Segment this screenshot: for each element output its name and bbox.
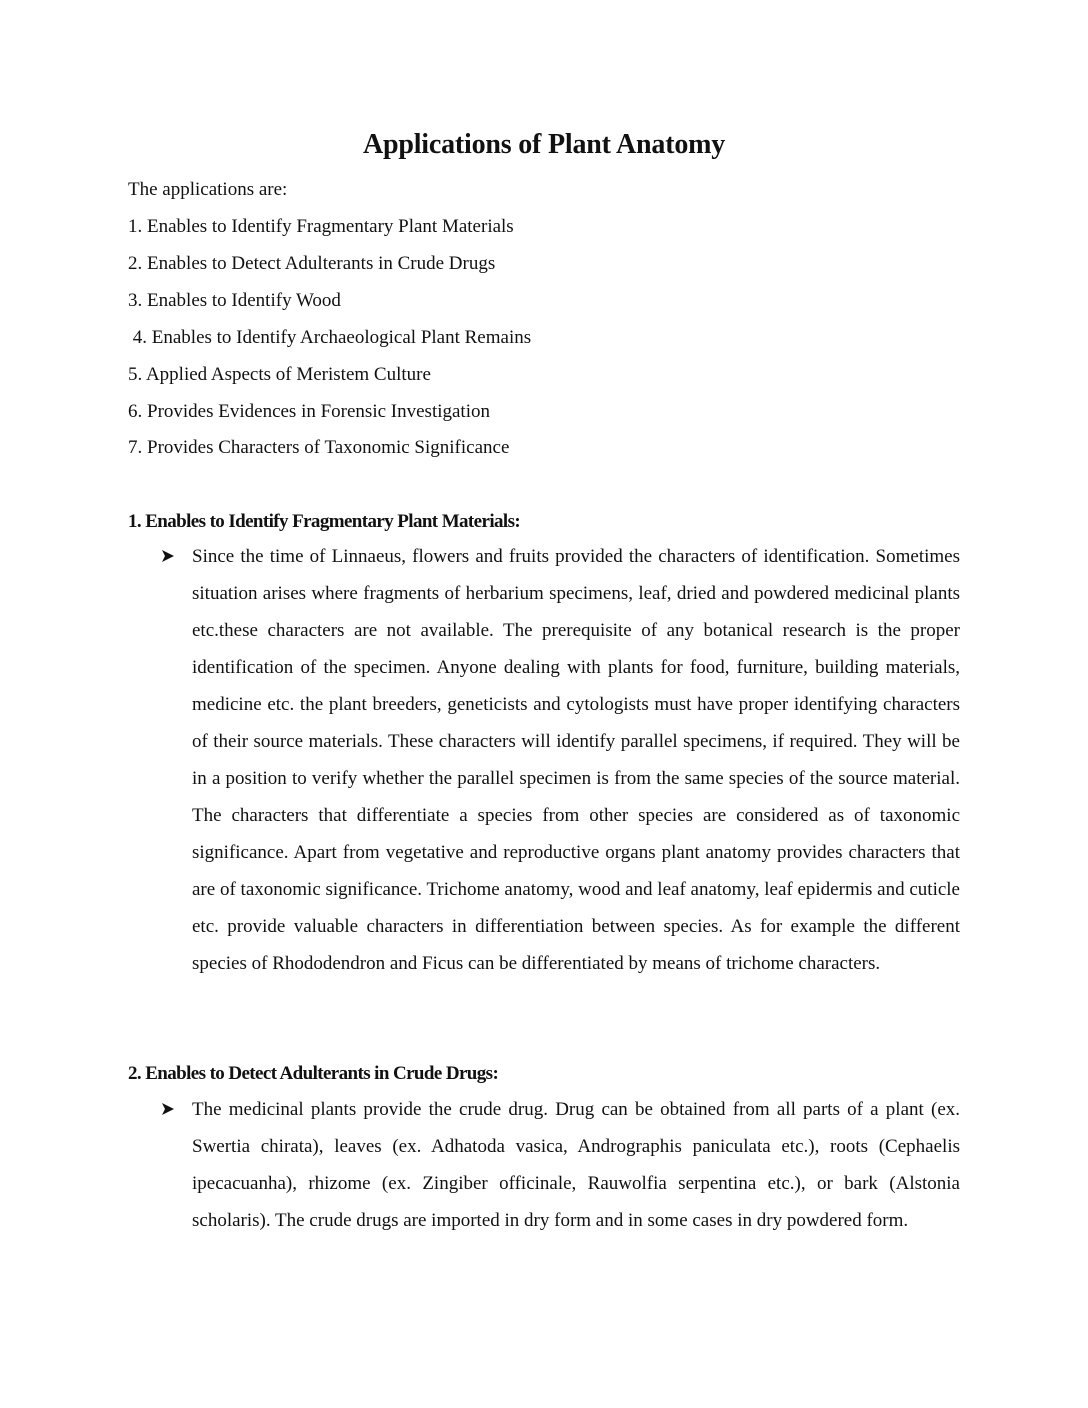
section-1-body: Since the time of Linnaeus, flowers and fruits provided the characters of identification. Sometimes situation arises where fragments of herbarium specimens, leaf, dried and powdered medicinal plants etc.these characters are not available. The prerequisite of any botanical research is the proper identification of the specimen. Anyone dealing with plants for food, furniture, building materials, medicine etc. the plant breeders, geneticists and cytologists must have proper identifying characters of their source materials. These characters will identify parallel specimens, if required. They will be in a position to verify whether the parallel specimen is from the same species of the source material. The characters that differentiate a species from other species are considered as of taxonomic significance. Apart from vegetative and reproductive organs plant anatomy provides characters that are of taxonomic significance. Trichome anatomy, wood and leaf anatomy, leaf epidermis and cuticle etc. provide valuable characters in differentiation between species. As for example the different species of Rhododendron and Ficus can be differentiated by means of trichome characters. <box>192 546 960 974</box>
application-item-6: 6. Provides Evidences in Forensic Investigation <box>128 401 490 422</box>
intro-text: The applications are: <box>128 179 288 200</box>
page-title: Applications of Plant Anatomy <box>362 129 726 160</box>
application-item-3: 3. Enables to Identify Wood <box>128 290 341 311</box>
section-heading-1: 1. Enables to Identify Fragmentary Plant Materials: <box>128 511 521 532</box>
application-item-7: 7. Provides Characters of Taxonomic Significance <box>128 437 510 458</box>
application-item-4: 4. Enables to Identify Archaeological Plant Remains <box>128 327 532 348</box>
arrowhead-bullet-icon <box>160 1101 176 1117</box>
application-item-5: 5. Applied Aspects of Meristem Culture <box>128 364 431 385</box>
section-heading-2: 2. Enables to Detect Adulterants in Crude Drugs: <box>128 1063 499 1084</box>
application-item-2: 2. Enables to Detect Adulterants in Crude Drugs <box>128 253 496 274</box>
section-2-body: The medicinal plants provide the crude drug. Drug can be obtained from all parts of a plant (ex. Swertia chirata), leaves (ex. Adhatoda vasica, Andrographis paniculata etc.), roots (Cephaelis ipecacuanha), rhizome (ex. Zingiber officinale, Rauwolfia serpentina etc.), or bark (Alstonia scholaris). The crude drugs are imported in dry form and in some cases in dry powdered form. <box>192 1099 960 1231</box>
application-item-1: 1. Enables to Identify Fragmentary Plant Materials <box>128 216 514 237</box>
arrowhead-bullet-icon <box>160 548 176 564</box>
